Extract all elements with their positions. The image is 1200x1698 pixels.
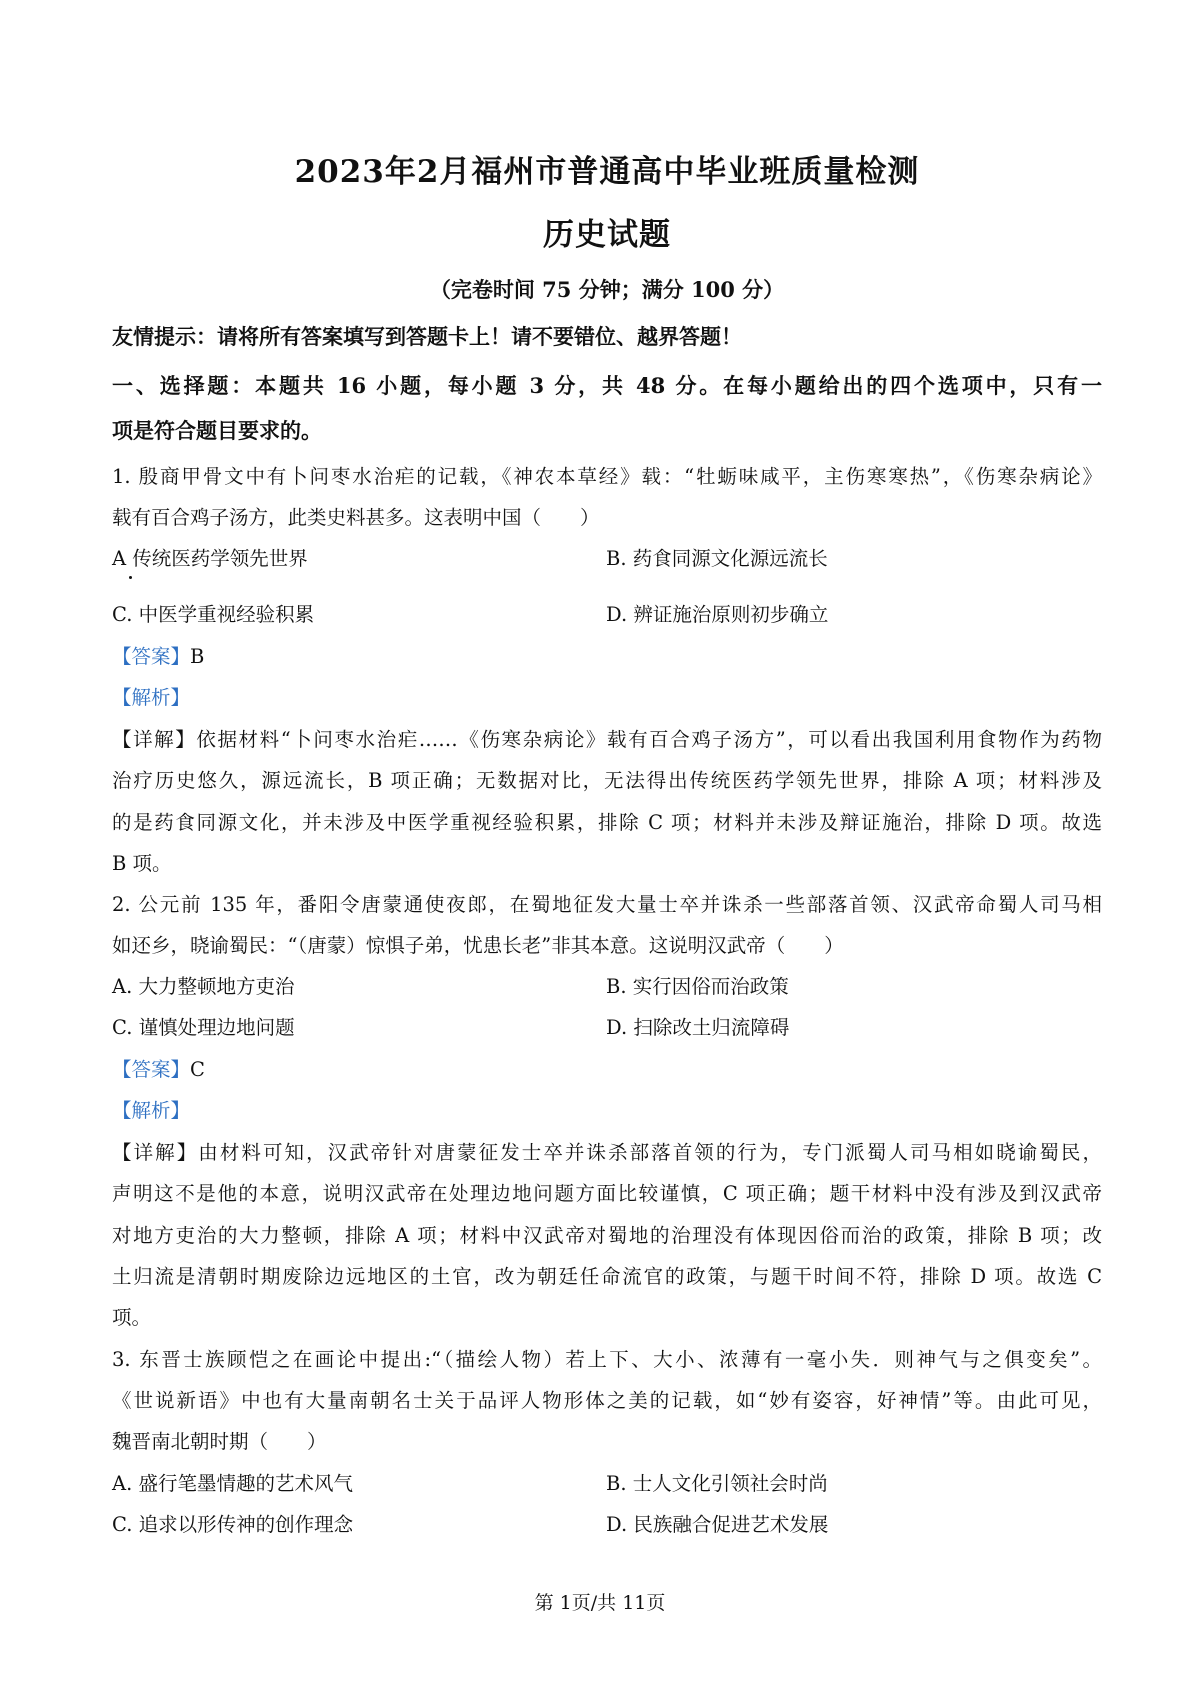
q2-analysis-label — [112, 1098, 1102, 1124]
q2-detail-line3: 对地方吏治的大力整顿，排除 A 项；材料中汉武帝对蜀地的治理没有体现因俗而治的政策，排除 B 项；改 — [112, 1224, 1102, 1247]
q1-option-b: B. 药食同源文化源远流长 — [606, 547, 828, 570]
q2-option-d: D. 扫除改土归流障碍 — [606, 1016, 790, 1039]
page-footer: 第 1页/共 11页 — [534, 1592, 666, 1614]
exam-time: （完卷时间 75 分钟；满分 100 分） — [429, 277, 785, 302]
q3-option-d: D. 民族融合促进艺术发展 — [606, 1513, 829, 1536]
answer-label: 【答案】 — [112, 1058, 191, 1081]
q2-stem-line2: 如还乡，晓谕蜀民：“（唐蒙）惊惧子弟，忧患长老”非其本意。这说明汉武帝（ ） — [112, 934, 844, 957]
q1-option-a-dot — [129, 576, 132, 579]
q2-option-a: A. 大力整顿地方吏治 — [112, 975, 295, 998]
q1-stem-line1: 1. 殷商甲骨文中有卜问枣水治疟的记载，《神农本草经》载：“牡蛎味咸平，主伤寒寒热”，《伤寒杂病论》 — [112, 465, 1102, 488]
section-heading-line2: 项是符合题目要求的。 — [112, 418, 322, 443]
q3-option-b: B. 士人文化引领社会时尚 — [606, 1472, 828, 1495]
analysis-label: 【解析】 — [112, 686, 191, 709]
q2-stem-line1: 2. 公元前 135 年，番阳令唐蒙通使夜郎，在蜀地征发大量士卒并诛杀一些部落首领、汉武帝命蜀人司马相 — [112, 893, 1102, 916]
q1-answer — [112, 644, 1102, 670]
q1-answer-value: B — [190, 645, 205, 668]
answer-label: 【答案】 — [112, 645, 191, 668]
q3-stem-line3: 魏晋南北朝时期（ ） — [112, 1430, 327, 1453]
detail-label: 【详解】 — [112, 728, 197, 751]
exam-subtitle: 历史试题 — [543, 217, 671, 253]
detail-label: 【详解】 — [112, 1141, 199, 1164]
q1-stem-line2: 载有百合鸡子汤方，此类史料甚多。这表明中国（ ） — [112, 506, 600, 529]
section-heading-line1: 一、选择题：本题共 16 小题，每小题 3 分，共 48 分。在每小题给出的四个选项中，只有一 — [112, 373, 1102, 398]
q2-detail-line2: 声明这不是他的本意，说明汉武帝在处理边地问题方面比较谨慎，C 项正确；题干材料中没有涉及到汉武帝 — [112, 1182, 1102, 1205]
q1-detail-line2: 治疗历史悠久，源远流长，B 项正确；无数据对比，无法得出传统医药学领先世界，排除 A 项；材料涉及 — [112, 769, 1102, 792]
q1-detail-line4: B 项。 — [112, 852, 172, 875]
analysis-label: 【解析】 — [112, 1099, 191, 1122]
q3-stem-line2: 《世说新语》中也有大量南朝名士关于品评人物形体之美的记载，如“妙有姿容，好神情”等。由此可见， — [112, 1389, 1102, 1412]
q1-analysis-label — [112, 685, 1102, 711]
q2-option-c: C. 谨慎处理边地问题 — [112, 1016, 295, 1039]
q1-option-d: D. 辨证施治原则初步确立 — [606, 603, 829, 626]
q3-stem-line1: 3. 东晋士族顾恺之在画论中提出:“（描绘人物）若上下、大小、浓薄有一毫小失．则神气与之俱变矣”。 — [112, 1348, 1102, 1371]
q2-answer-value: C — [190, 1058, 205, 1081]
q3-option-c: C. 追求以形传神的创作理念 — [112, 1513, 354, 1536]
q2-answer — [112, 1057, 1102, 1083]
friendly-tip: 友情提示：请将所有答案填写到答题卡上！请不要错位、越界答题！ — [112, 324, 742, 349]
exam-page — [112, 0, 1102, 1698]
q1-option-a: A 传统医药学领先世界 — [112, 547, 308, 570]
q2-option-b: B. 实行因俗而治政策 — [606, 975, 789, 998]
q2-detail-line1: 【详解】由材料可知，汉武帝针对唐蒙征发士卒并诛杀部落首领的行为，专门派蜀人司马相如晓谕蜀民， — [112, 1141, 1102, 1164]
q2-detail-line5: 项。 — [112, 1306, 152, 1329]
q2-detail-line4: 土归流是清朝时期废除边远地区的土官，改为朝廷任命流官的政策，与题干时间不符，排除 D 项。故选 C — [112, 1265, 1102, 1288]
q3-option-a: A. 盛行笔墨情趣的艺术风气 — [112, 1472, 353, 1495]
q1-option-c: C. 中医学重视经验积累 — [112, 603, 315, 626]
exam-title: 2023年2月福州市普通高中毕业班质量检测 — [294, 154, 920, 190]
q1-detail-line3: 的是药食同源文化，并未涉及中医学重视经验积累，排除 C 项；材料并未涉及辩证施治，排除 D 项。故选 — [112, 811, 1102, 834]
q1-detail-line1: 【详解】依据材料“卜问枣水治疟……《伤寒杂病论》载有百合鸡子汤方”，可以看出我国利用食物作为药物 — [112, 728, 1102, 751]
